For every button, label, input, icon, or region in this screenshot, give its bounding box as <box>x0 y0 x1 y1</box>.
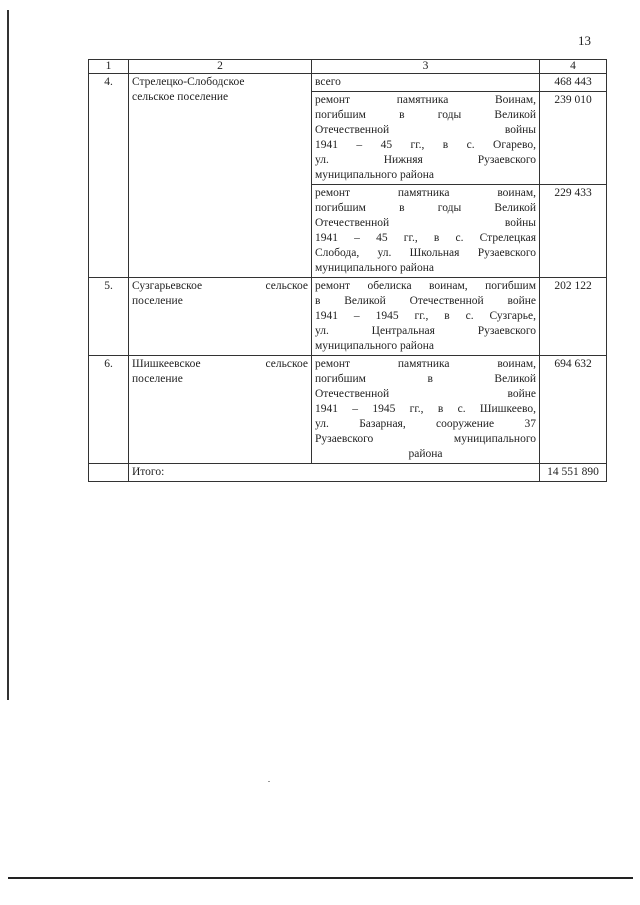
text-line: 1941 – 1945 гг., в с. Сузгарье, <box>315 310 536 322</box>
text-line: муниципального района <box>315 169 434 181</box>
settlement-name <box>129 74 312 278</box>
text-line: 1941 – 45 гг., в с. Стрелецкая <box>315 232 536 244</box>
text-line: сельское поселение <box>132 91 229 103</box>
text-line: муниципального района <box>315 340 434 352</box>
table-row <box>89 278 607 356</box>
text-line: ул. Базарная, сооружение 37 <box>315 418 536 430</box>
text-line: Шишкеевское сельское <box>132 358 308 370</box>
text-line: поселение <box>132 295 183 307</box>
settlement-name <box>129 278 312 356</box>
table-row <box>89 74 607 92</box>
column-header: 3 <box>312 60 540 74</box>
scan-margin-line <box>7 10 9 700</box>
text-line: Отечественной войны <box>315 217 536 229</box>
text-line: погибшим в годы Великой <box>315 202 536 214</box>
text-line: ремонт обелиска воинам, погибшим <box>315 280 536 292</box>
table-header-row <box>89 60 607 74</box>
scan-speck <box>268 781 270 782</box>
total-row <box>89 464 607 482</box>
text-line: всего <box>315 76 341 88</box>
item-description <box>312 278 540 356</box>
empty-cell <box>89 464 129 482</box>
text-line: ремонт памятника воинам, <box>315 358 536 370</box>
item-description <box>312 92 540 185</box>
text-line: погибшим в годы Великой <box>315 109 536 121</box>
item-amount: 468 443 <box>540 74 607 92</box>
text-line: погибшим в Великой <box>315 373 536 385</box>
text-line: Рузаевского муниципального <box>315 433 536 445</box>
page-number: 13 <box>578 33 591 48</box>
text-line: района <box>408 448 443 460</box>
table-row <box>89 356 607 464</box>
text-line: Слобода, ул. Школьная Рузаевского <box>315 247 536 259</box>
item-amount: 229 433 <box>540 185 607 278</box>
row-number: 5. <box>89 278 129 356</box>
text-line: ремонт памятника Воинам, <box>315 94 536 106</box>
text-line: Отечественной войны <box>315 124 536 136</box>
text-line: Стрелецко-Слободское <box>132 76 245 88</box>
item-description <box>312 185 540 278</box>
item-amount: 694 632 <box>540 356 607 464</box>
text-line: Отечественной войне <box>315 388 536 400</box>
text-line: 1941 – 1945 гг., в с. Шишкеево, <box>315 403 536 415</box>
total-label: Итого: <box>129 464 540 482</box>
column-header: 2 <box>129 60 312 74</box>
item-description <box>312 74 540 92</box>
column-header: 4 <box>540 60 607 74</box>
settlement-name <box>129 356 312 464</box>
item-amount: 202 122 <box>540 278 607 356</box>
funding-table <box>88 59 607 482</box>
page-bottom-rule <box>8 877 633 879</box>
row-number: 4. <box>89 74 129 278</box>
text-line: Сузгарьевское сельское <box>132 280 308 292</box>
text-line: ул. Нижняя Рузаевского <box>315 154 536 166</box>
item-amount: 239 010 <box>540 92 607 185</box>
text-line: ремонт памятника воинам, <box>315 187 536 199</box>
text-line: ул. Центральная Рузаевского <box>315 325 536 337</box>
text-line: муниципального района <box>315 262 434 274</box>
total-amount: 14 551 890 <box>540 464 607 482</box>
text-line: 1941 – 45 гг., в с. Огарево, <box>315 139 536 151</box>
item-description <box>312 356 540 464</box>
text-line: поселение <box>132 373 183 385</box>
row-number: 6. <box>89 356 129 464</box>
column-header: 1 <box>89 60 129 74</box>
text-line: в Великой Отечественной войне <box>315 295 536 307</box>
